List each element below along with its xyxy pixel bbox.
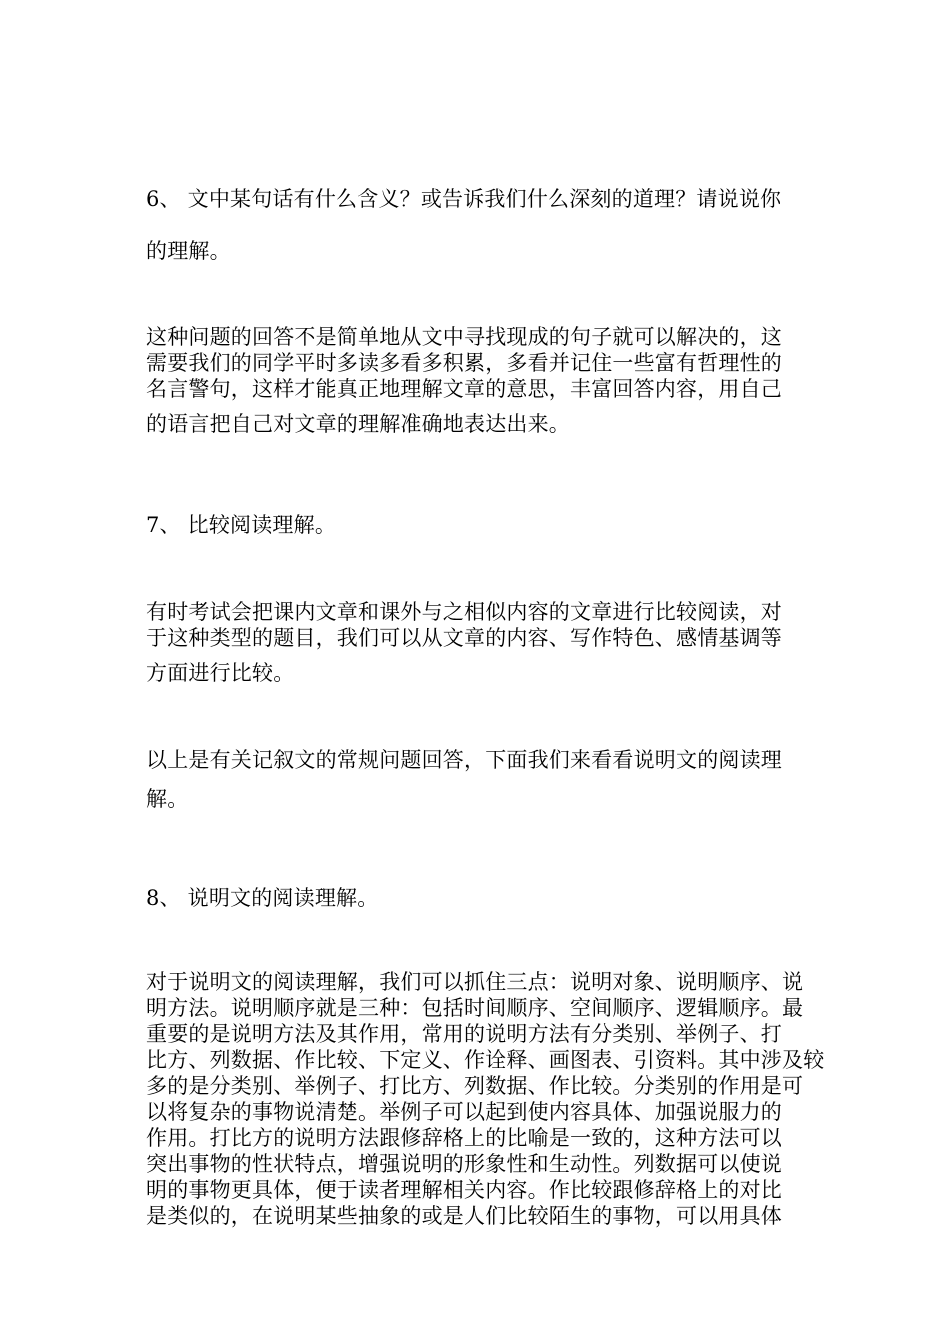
section-8-body-line: 重要的是说明方法及其作用，常用的说明方法有分类别、举例子、打 xyxy=(146,1022,782,1046)
section-8-body-line: 多的是分类别、举例子、打比方、列数据、作比较。分类别的作用是可 xyxy=(146,1074,804,1098)
section-8-body-line: 以将复杂的事物说清楚。举例子可以起到使内容具体、加强说服力的 xyxy=(146,1100,782,1124)
section-6-body-line: 需要我们的同学平时多读多看多积累，多看并记住一些富有哲理性的 xyxy=(146,351,782,375)
section-8-body-line: 是类似的，在说明某些抽象的或是人们比较陌生的事物，可以用具体 xyxy=(146,1204,782,1228)
transition-line: 解。 xyxy=(146,787,189,811)
section-7-body-line: 有时考试会把课内文章和课外与之相似内容的文章进行比较阅读，对 xyxy=(146,600,782,624)
section-8-body-line: 对于说明文的阅读理解，我们可以抓住三点：说明对象、说明顺序、说 xyxy=(146,970,804,994)
section-6-body-line: 的语言把自己对文章的理解准确地表达出来。 xyxy=(146,412,570,436)
section-8-body-line: 比方、列数据、作比较、下定义、作诠释、画图表、引资料。其中涉及较 xyxy=(146,1048,825,1072)
section-8-body-line: 明的事物更具体，便于读者理解相关内容。作比较跟修辞格上的对比 xyxy=(146,1178,782,1202)
section-7-heading: 7、 比较阅读理解。 xyxy=(146,513,337,537)
section-8-body-line: 作用。打比方的说明方法跟修辞格上的比喻是一致的，这种方法可以 xyxy=(146,1126,782,1150)
section-8-heading: 8、 说明文的阅读理解。 xyxy=(146,886,379,910)
section-8-body-line: 突出事物的性状特点，增强说明的形象性和生动性。列数据可以使说 xyxy=(146,1152,782,1176)
section-6-heading: 6、 文中某句话有什么含义？或告诉我们什么深刻的道理？请说说你 xyxy=(146,187,782,211)
transition-line: 以上是有关记叙文的常规问题回答，下面我们来看看说明文的阅读理 xyxy=(146,748,782,772)
section-6-heading-cont: 的理解。 xyxy=(146,239,231,263)
section-6-body-line: 名言警句，这样才能真正地理解文章的意思，丰富回答内容，用自己 xyxy=(146,377,782,401)
section-8-body-line: 明方法。说明顺序就是三种：包括时间顺序、空间顺序、逻辑顺序。最 xyxy=(146,996,804,1020)
section-7-body-line: 于这种类型的题目，我们可以从文章的内容、写作特色、感情基调等 xyxy=(146,626,782,650)
section-7-body-line: 方面进行比较。 xyxy=(146,661,295,685)
section-6-body-line: 这种问题的回答不是简单地从文中寻找现成的句子就可以解决的，这 xyxy=(146,325,782,349)
